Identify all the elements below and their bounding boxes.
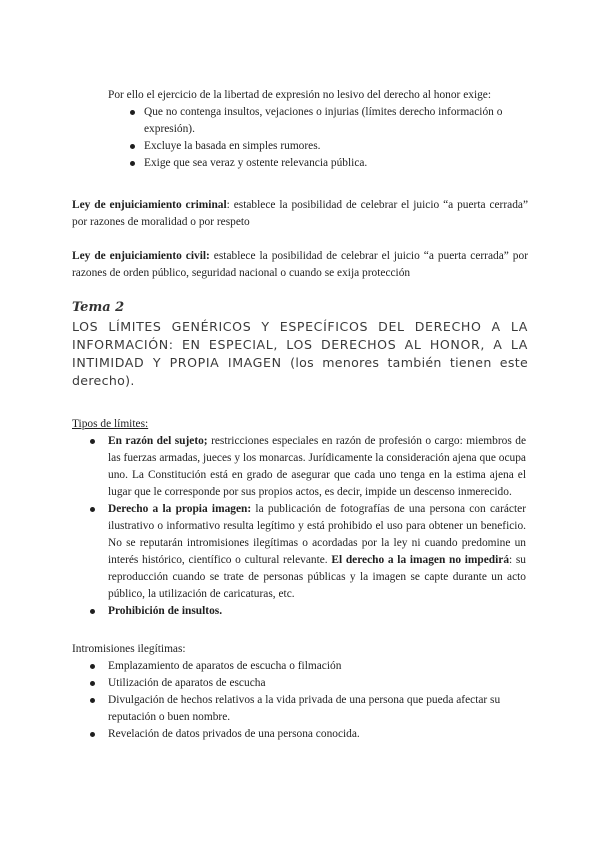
bullet-icon <box>90 507 95 512</box>
civil-text: establece la posibilidad de celebrar el juicio “a puerta cerrada” por razones de orden público, seguridad nacional o cuando se exija protección <box>72 250 528 279</box>
bullet-icon <box>90 664 95 669</box>
tipos-title: Tipos de límites: <box>72 418 149 430</box>
tema-label: Tema 2 <box>72 300 125 315</box>
bullet-icon <box>90 609 95 614</box>
intromisiones-list <box>90 658 526 743</box>
bullet-icon <box>90 698 95 703</box>
list-item: Emplazamiento de aparatos de escucha o filmación <box>90 658 526 675</box>
intro-list <box>130 104 526 172</box>
civil-label: Ley de enjuiciamiento civil: <box>72 250 210 262</box>
list-item: Exige que sea veraz y ostente relevancia pública. <box>130 155 526 172</box>
civil-paragraph <box>72 248 528 282</box>
list-item: Prohibición de insultos. <box>90 603 526 620</box>
list-item: Que no contenga insultos, vejaciones o injurias (límites derecho información o expresión). <box>130 104 526 138</box>
bullet-icon <box>130 144 135 149</box>
criminal-paragraph <box>72 197 528 231</box>
list-item: En razón del sujeto; restricciones especiales en razón de profesión o cargo: miembros de las fuerzas armadas, jueces y los monarcas. Jurídicamente la consideración ajena que ocupa uno. La Constitución está en grado de asegurar que cada uno tenga en la estima ajena el lugar que le corresponde por sus propios actos, es decir, impide un descenso inmerecido. <box>90 433 526 501</box>
list-item: Excluye la basada en simples rumores. <box>130 138 526 155</box>
intro-text: Por ello el ejercicio de la libertad de expresión no lesivo del derecho al honor exige: <box>108 89 492 101</box>
bullet-icon <box>130 110 135 115</box>
tema-heading: LOS LÍMITES GENÉRICOS Y ESPECÍFICOS DEL DERECHO A LA INFORMACIÓN: EN ESPECIAL, LOS DERECHOS AL HONOR, A LA INTIMIDAD Y PROPIA IMAGEN (los menores también tienen este derecho). <box>72 319 528 388</box>
bullet-icon <box>90 439 95 444</box>
bullet-icon <box>90 681 95 686</box>
criminal-label: Ley de enjuiciamiento criminal <box>72 199 227 211</box>
list-item: Divulgación de hechos relativos a la vida privada de una persona que pueda afectar su reputación o buen nombre. <box>90 692 526 726</box>
bullet-icon <box>130 161 135 166</box>
list-item: Revelación de datos privados de una persona conocida. <box>90 726 526 743</box>
bullet-icon <box>90 732 95 737</box>
intromisiones-title: Intromisiones ilegítimas: <box>72 643 186 655</box>
tipos-list <box>90 433 526 620</box>
criminal-text: : establece la posibilidad de celebrar el juicio “a puerta cerrada” por razones de moralidad o por respeto <box>72 199 529 228</box>
list-item: Utilización de aparatos de escucha <box>90 675 526 692</box>
list-item: Derecho a la propia imagen: la publicación de fotografías de una persona con carácter ilustrativo o informativo resulta legítimo y está prohibido el uso para obtener un beneficio. No se reputarán intromisiones ilegítimas o acordadas por la ley ni cuando predomine un interés histórico, científico o cultural relevante. El derecho a la imagen no impedirá: su reproducción cuando se trate de personas públicas y la imagen se capte durante un acto público, la utilización de caricaturas, etc. <box>90 501 526 603</box>
